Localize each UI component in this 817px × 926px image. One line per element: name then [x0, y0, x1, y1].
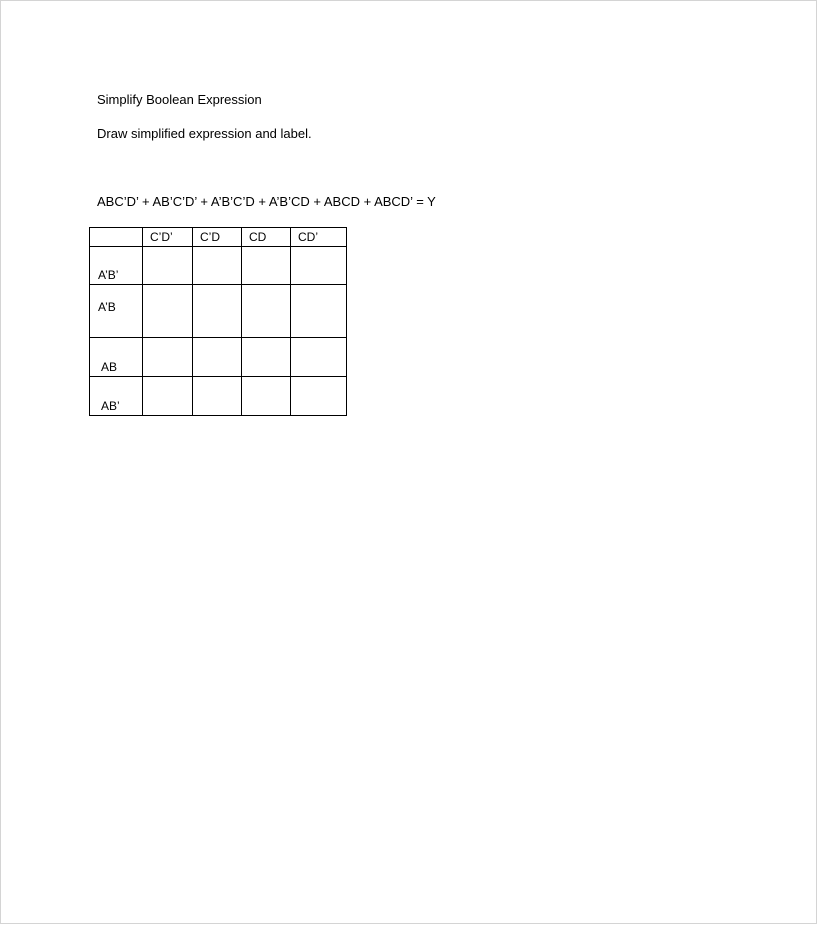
kmap-row — [90, 247, 347, 285]
kmap-cell[interactable] — [242, 285, 291, 338]
kmap-header-row — [90, 228, 347, 247]
kmap-column-header: CD’ — [291, 228, 347, 247]
kmap-row-header: AB’ — [90, 377, 143, 416]
kmap-cell[interactable] — [291, 285, 347, 338]
boolean-expression: ABC’D’ + AB’C’D’ + A’B’C’D + A’B’CD + ABCD + ABCD’ = Y — [97, 194, 436, 209]
kmap-column-header: CD — [242, 228, 291, 247]
kmap-cell[interactable] — [143, 247, 193, 285]
kmap-cell[interactable] — [143, 285, 193, 338]
kmap-cell[interactable] — [242, 377, 291, 416]
kmap-cell[interactable] — [143, 338, 193, 377]
kmap-cell[interactable] — [291, 338, 347, 377]
instruction-text: Draw simplified expression and label. — [97, 126, 312, 141]
kmap-cell[interactable] — [242, 338, 291, 377]
kmap-cell[interactable] — [291, 377, 347, 416]
kmap-row — [90, 338, 347, 377]
karnaugh-map-table — [89, 227, 347, 416]
kmap-row — [90, 377, 347, 416]
kmap-row-header: A’B’ — [90, 247, 143, 285]
kmap-cell[interactable] — [193, 338, 242, 377]
kmap-row-header: AB — [90, 338, 143, 377]
kmap-row-header: A’B — [90, 285, 143, 338]
kmap-column-header: C’D’ — [143, 228, 193, 247]
document-title: Simplify Boolean Expression — [97, 92, 262, 107]
kmap-cell[interactable] — [242, 247, 291, 285]
kmap-column-header: C’D — [193, 228, 242, 247]
kmap-cell[interactable] — [143, 377, 193, 416]
kmap-cell[interactable] — [193, 285, 242, 338]
kmap-row — [90, 285, 347, 338]
kmap-cell[interactable] — [193, 377, 242, 416]
kmap-cell[interactable] — [193, 247, 242, 285]
kmap-cell[interactable] — [291, 247, 347, 285]
kmap-corner-cell[interactable] — [90, 228, 143, 247]
